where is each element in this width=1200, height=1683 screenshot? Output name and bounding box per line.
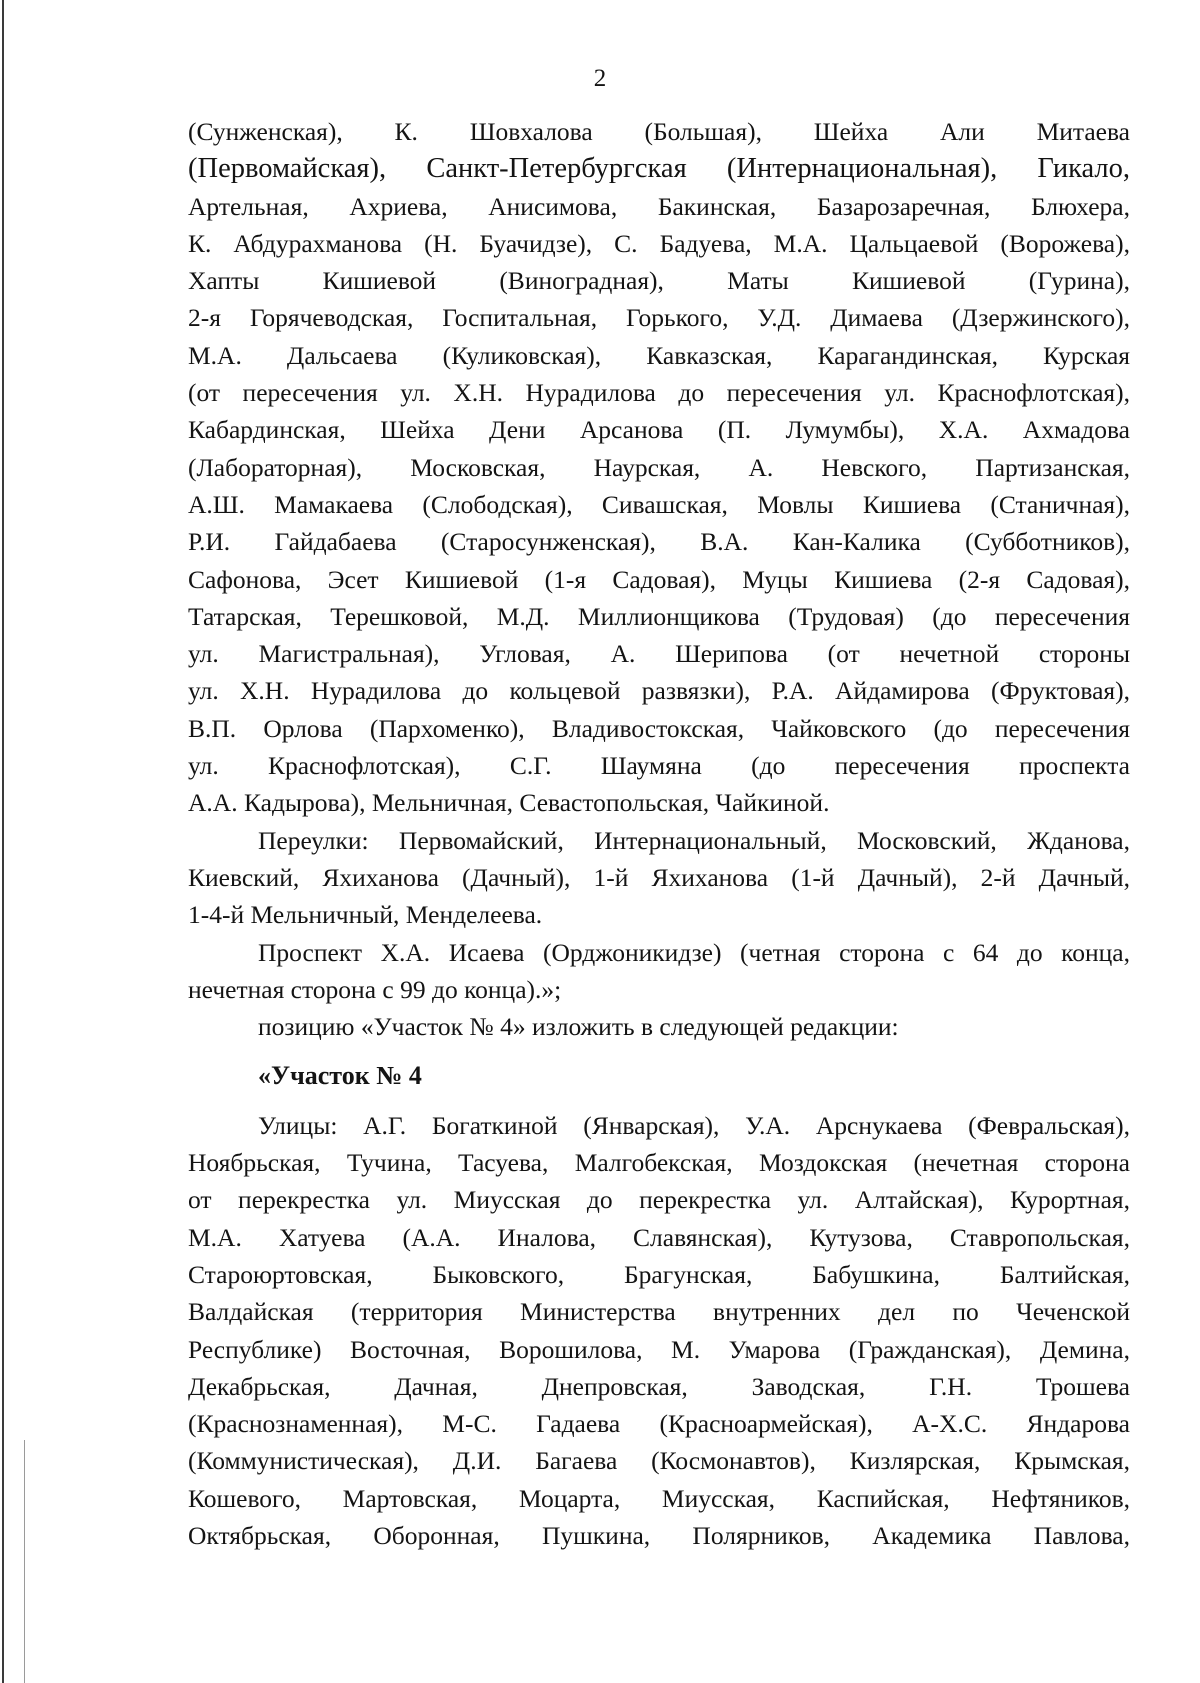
text-line: К. Абдурахманова (Н. Буачидзе), С. Бадуева, М.А. Цальцаевой (Ворожева), [188, 228, 1130, 258]
scan-edge-line-secondary [24, 1440, 25, 1683]
paragraph-streets-section-4 [188, 1107, 1130, 1555]
text-line: Декабрьская, Дачная, Днепровская, Заводская, Г.Н. Трошева [188, 1371, 1130, 1401]
text-line: М.А. Хатуева (А.А. Иналова, Славянская), Кутузова, Ставропольская, [188, 1222, 1130, 1252]
text-line: Сафонова, Эсет Кишиевой (1-я Садовая), Муцы Кишиева (2-я Садовая), [188, 564, 1130, 594]
paragraph-avenue [188, 934, 1130, 1009]
text-line: Ноябрьская, Тучина, Тасуева, Малгобекская, Моздокская (нечетная сторона [188, 1148, 1130, 1178]
text-line: Республике) Восточная, Ворошилова, М. Умарова (Гражданская), Демина, [188, 1334, 1130, 1364]
text-line: Киевский, Яхиханова (Дачный), 1-й Яхиханова (1-й Дачный), 2-й Дачный, [188, 862, 1130, 892]
section-heading: «Участок № 4 [258, 1061, 422, 1091]
text-line: Кабардинская, Шейха Дени Арсанова (П. Лумумбы), Х.А. Ахмадова [188, 415, 1130, 445]
text-line: Проспект Х.А. Исаева (Орджоникидзе) (четная сторона с 64 до конца, [258, 937, 1130, 967]
text-line: ул. Х.Н. Нурадилова до кольцевой развязки), Р.А. Айдамирова (Фруктовая), [188, 676, 1130, 706]
text-line: Октябрьская, Оборонная, Пушкина, Полярников, Академика Павлова, [188, 1520, 1130, 1550]
text-line: (Коммунистическая), Д.И. Багаева (Космонавтов), Кизлярская, Крымская, [188, 1446, 1130, 1476]
text-line: (Сунженская), К. Шовхалова (Большая), Шейха Али Митаева [188, 117, 1130, 146]
text-line: нечетная сторона с 99 до конца).»; [188, 974, 562, 1004]
text-line: (от пересечения ул. Х.Н. Нурадилова до пересечения ул. Краснофлотская), [188, 378, 1130, 408]
page-number: 2 [593, 65, 607, 92]
text-line: Р.И. Гайдабаева (Старосунженская), В.А. Кан-Калика (Субботников), [188, 527, 1130, 557]
text-line: ул. Магистральная), Угловая, А. Шерипова (от нечетной стороны [188, 639, 1130, 669]
text-line: (Первомайская), Санкт-Петербургская (Интернациональная), Гикало, [188, 153, 1130, 185]
text-line: Переулки: Первомайский, Интернациональный, Московский, Жданова, [258, 825, 1130, 855]
text-line: 1-4-й Мельничный, Менделеева. [188, 900, 543, 930]
text-line: ул. Краснофлотская), С.Г. Шаумяна (до пересечения проспекта [188, 751, 1130, 781]
text-line: (Краснознаменная), М-С. Гадаева (Красноармейская), А-Х.С. Яндарова [188, 1409, 1130, 1439]
text-line: от перекрестка ул. Миусская до перекрестка ул. Алтайская), Курортная, [188, 1185, 1130, 1215]
text-line: (Лабораторная), Московская, Наурская, А. Невского, Партизанская, [188, 452, 1130, 482]
text-line: Артельная, Ахриева, Анисимова, Бакинская, Базарозаречная, Блюхера, [188, 191, 1130, 221]
text-line: А.А. Кадырова), Мельничная, Севастопольская, Чайкиной. [188, 788, 830, 818]
text-line: Валдайская (территория Министерства внутренних дел по Чеченской [188, 1297, 1130, 1327]
text-line: Улицы: А.Г. Богаткиной (Январская), У.А. Арснукаева (Февральская), [258, 1110, 1130, 1140]
paragraph-streets-continued [188, 113, 1130, 822]
paragraph-lanes [188, 822, 1130, 934]
text-line: Хапты Кишиевой (Виноградная), Маты Кишиевой (Гурина), [188, 266, 1130, 296]
text-line: Татарская, Терешковой, М.Д. Миллионщикова (Трудовая) (до пересечения [188, 601, 1130, 631]
scan-edge-line [2, 0, 4, 1683]
text-line: Староюртовская, Быковского, Брагунская, Бабушкина, Балтийская, [188, 1259, 1130, 1289]
text-line: 2-я Горячеводская, Госпитальная, Горького, У.Д. Димаева (Дзержинского), [188, 303, 1130, 333]
paragraph-position-instruction [188, 1008, 1130, 1045]
text-line: М.А. Дальсаева (Куликовская), Кавказская, Карагандинская, Курская [188, 340, 1130, 370]
text-line: позицию «Участок № 4» изложить в следующей редакции: [258, 1012, 899, 1042]
document-body [188, 113, 1130, 1554]
text-line: Кошевого, Мартовская, Моцарта, Миусская, Каспийская, Нефтяников, [188, 1483, 1130, 1513]
text-line: А.Ш. Мамакаева (Слободская), Сивашская, Мовлы Кишиева (Станичная), [188, 489, 1130, 519]
text-line: В.П. Орлова (Пархоменко), Владивостокская, Чайковского (до пересечения [188, 713, 1130, 743]
